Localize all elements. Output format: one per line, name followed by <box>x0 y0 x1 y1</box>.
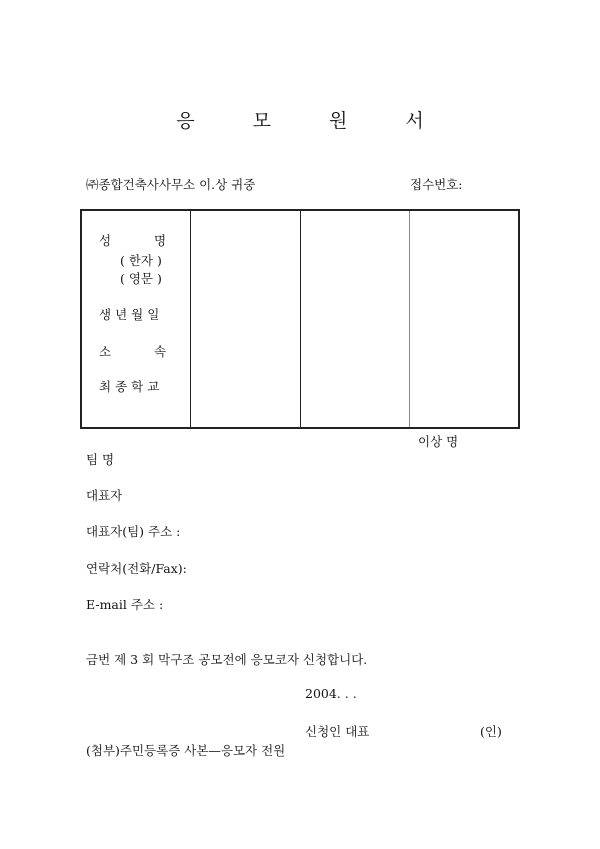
below-table-note: 이상 명 <box>418 434 459 449</box>
applicant-table <box>80 209 520 429</box>
label-name-2: 명 <box>154 233 167 248</box>
field-team-name: 팀 명 <box>86 452 115 467</box>
document-title: 응 모 원 서 <box>176 110 450 132</box>
label-english: ( 영문 ) <box>120 271 162 286</box>
field-representative: 대표자 <box>86 488 123 503</box>
attachment-note: (첨부)주민등록증 사본—응모자 전원 <box>86 743 286 758</box>
field-address: 대표자(팀) 주소 : <box>86 524 181 539</box>
label-hanja: ( 한자 ) <box>120 253 162 268</box>
field-email: E-mail 주소 : <box>86 597 164 612</box>
label-birthdate: 생년월일 <box>99 307 164 322</box>
field-contact: 연락처(전화/Fax): <box>86 561 187 576</box>
table-divider <box>300 211 301 427</box>
seal-mark: (인) <box>480 724 502 739</box>
statement: 금번 제 3 회 막구조 공모전에 응모코자 신청합니다. <box>86 652 368 667</box>
table-divider <box>409 211 410 427</box>
label-school: 최종학교 <box>99 379 164 394</box>
table-divider <box>190 211 191 427</box>
label-affiliation-2: 속 <box>154 344 167 359</box>
addressee: ㈜종합건축사사무소 이.상 귀중 <box>86 177 256 192</box>
date-line: 2004. . . <box>305 686 357 701</box>
applicant-label: 신청인 대표 <box>305 724 370 739</box>
label-affiliation-1: 소 <box>99 344 112 359</box>
label-name-1: 성 <box>99 233 112 248</box>
receipt-number-label: 접수번호: <box>410 177 463 192</box>
